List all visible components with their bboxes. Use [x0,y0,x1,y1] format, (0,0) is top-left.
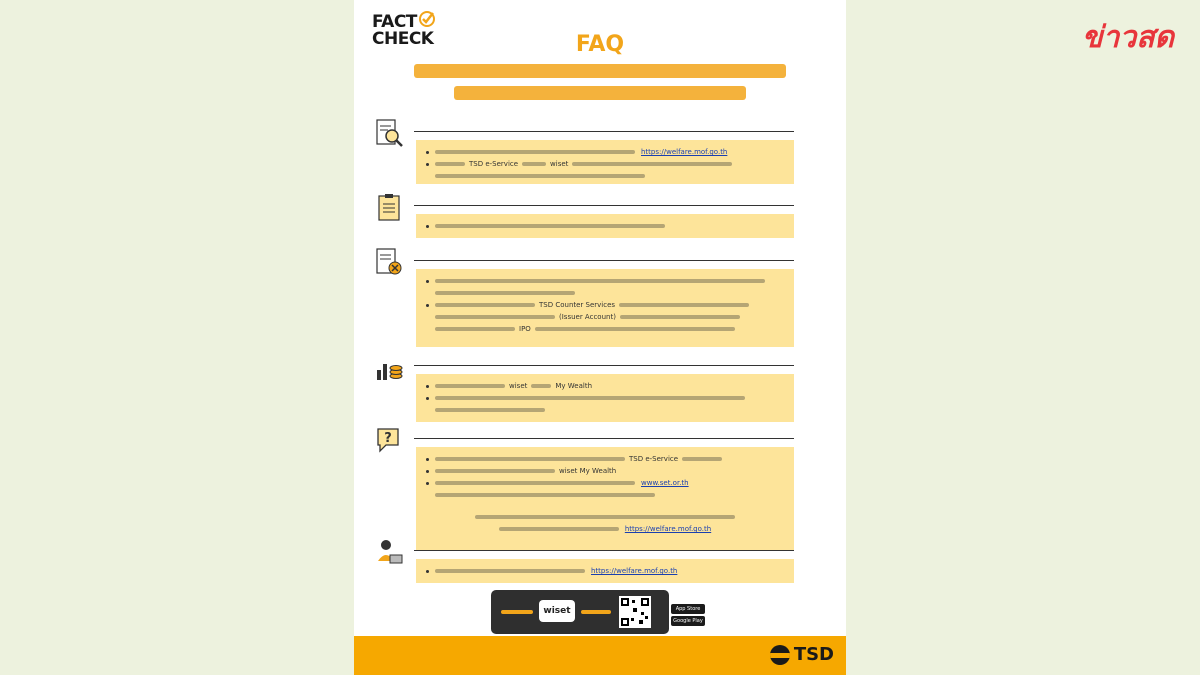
welfare-link[interactable]: https://welfare.mof.go.th [591,567,678,575]
coins-chart-icon [374,352,404,382]
logo-line-2: CHECK [372,29,434,49]
faq-infographic [354,0,846,675]
ipo-label: IPO [519,325,531,333]
faq-answer-box [416,214,794,238]
page-title: FAQ [575,32,625,57]
wiset-label: wiset [509,382,528,390]
clipboard-icon [374,192,404,222]
footer-bar [354,636,846,675]
divider [414,550,794,551]
brand-logo: ข่าวสด [1082,20,1174,55]
issuer-account-label: (Issuer Account) [559,313,616,321]
faq-answer-box [416,269,794,347]
tsd-eservice-label: TSD e-Service [469,160,519,168]
faq-answer-box [416,559,794,583]
download-banner[interactable] [491,590,669,634]
set-link[interactable]: www.set.or.th [641,479,689,487]
checkmark-icon [418,10,436,28]
tsd-logo-icon [770,645,790,665]
subtitle-line-2 [454,86,746,100]
divider [414,260,794,261]
qr-code[interactable] [619,596,651,628]
subtitle-line-1 [414,64,786,78]
svg-text:?: ? [384,431,392,446]
qr-code-icon [619,596,651,628]
faq-answer-box [416,447,794,551]
faq-answer-box [416,374,794,422]
divider [414,205,794,206]
divider [414,131,794,132]
welfare-link[interactable]: https://welfare.mof.go.th [641,148,728,156]
my-wealth-label: My Wealth [555,382,593,390]
google-play-badge[interactable]: Google Play [671,616,705,626]
logo-line-1: FACT [372,12,417,32]
document-x-icon [374,247,404,277]
divider [414,438,794,439]
tsd-counter-label: TSD Counter Services [539,301,616,309]
wiset-app-logo: wiset [539,600,575,622]
tsd-logo-text: TSD [793,644,834,665]
welfare-link[interactable]: https://welfare.mof.go.th [624,525,712,533]
wiset-my-wealth-label: wiset My Wealth [559,467,617,475]
question-bubble-icon [374,425,404,455]
wiset-label: wiset [550,160,569,168]
magnifier-document-icon [374,118,404,148]
tsd-logo [770,644,834,665]
divider [414,365,794,366]
tsd-eservice-label: TSD e-Service [629,455,679,463]
faq-answer-box [416,140,794,184]
woman-laptop-icon [374,537,404,567]
app-store-badge[interactable]: App Store [671,604,705,614]
